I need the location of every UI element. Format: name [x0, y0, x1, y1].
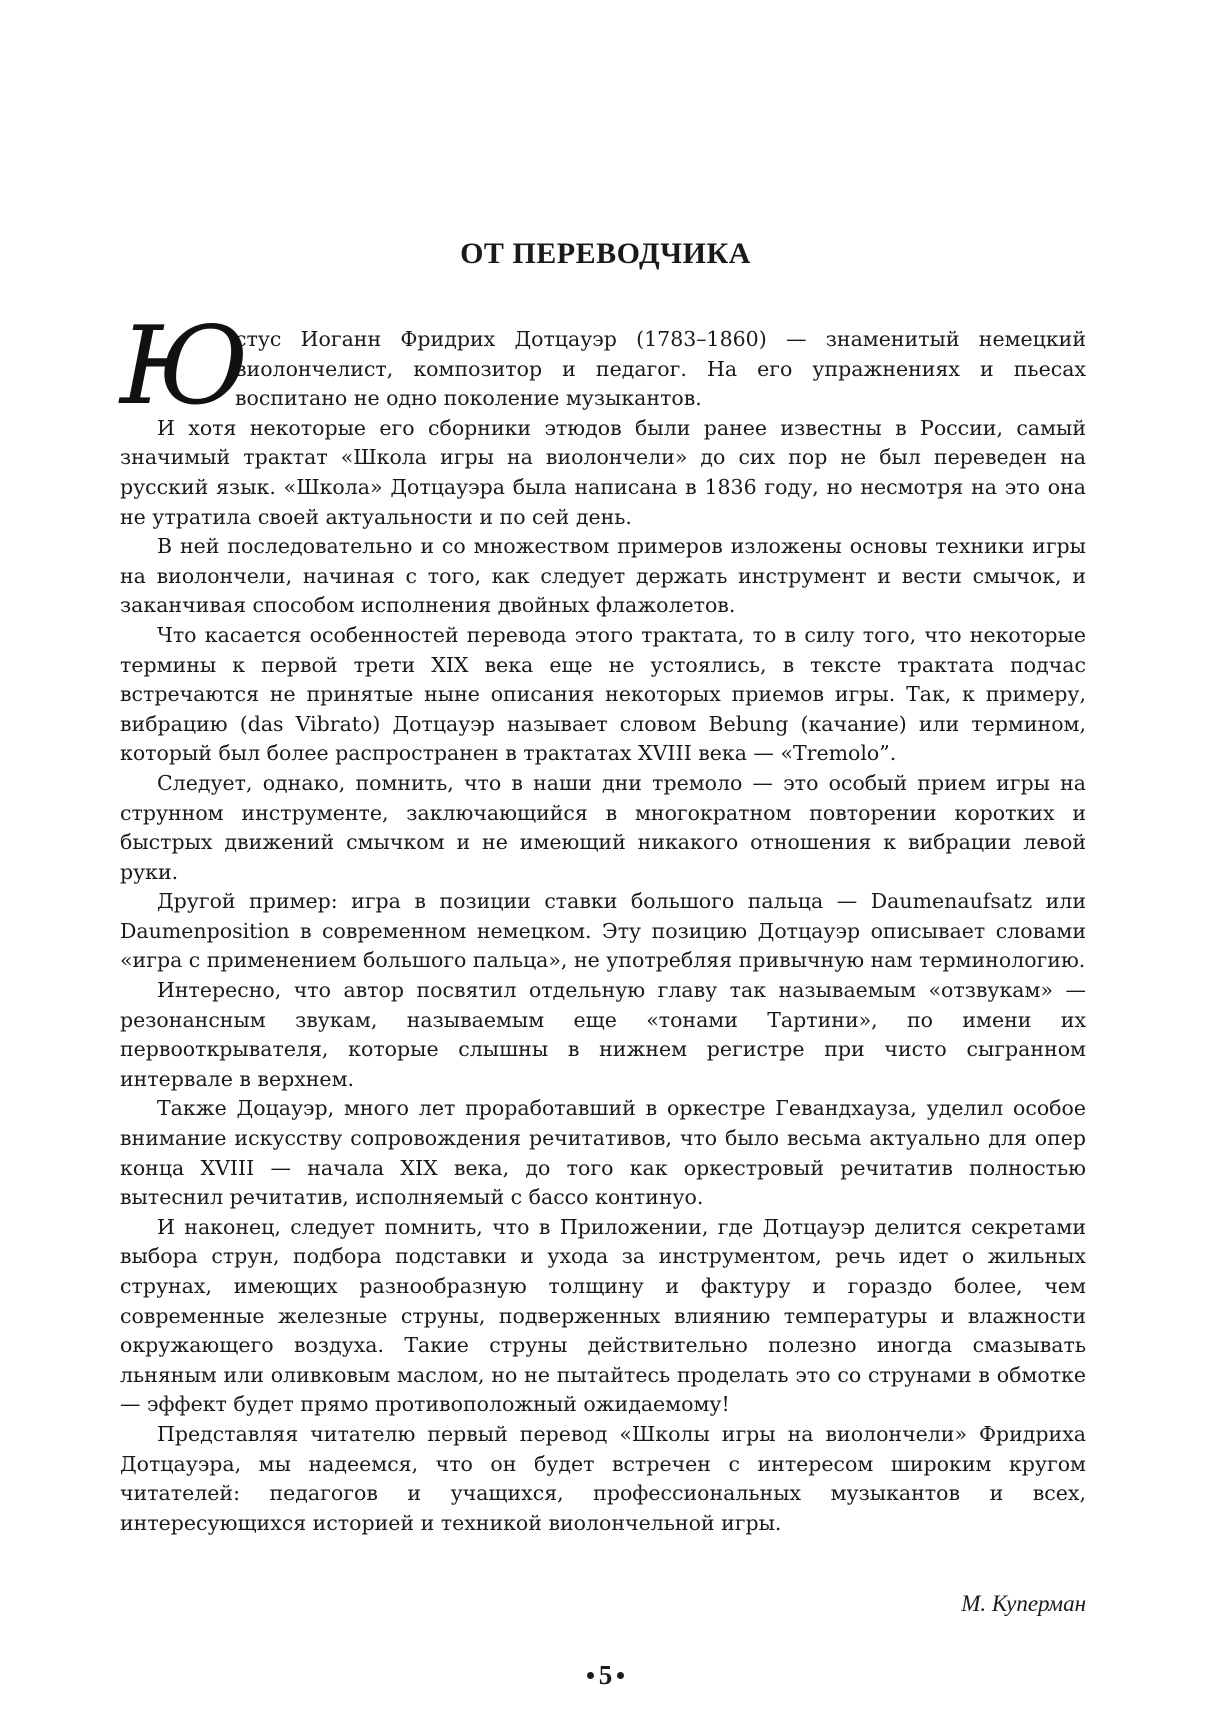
paragraph: И наконец, следует помнить, что в Приложении, где Дотцауэр делится секретами выбора струн, подбора подставки и ухода за инструментом, речь идет о жильных струнах, имеющих разнообразную толщину и фактуру и гораздо более, чем современные железные струны, подверженных влиянию температуры и влажности окружающего воздуха. Такие струны действительно полезно иногда смазывать льняным или оливковым маслом, но не пытайтесь проделать это со струнами в обмотке — эффект будет прямо противоположный ожидаемому!	[120, 1214, 1086, 1417]
intro-line: виолончелист, композитор и педагог. На его упражнениях и пьесах	[235, 356, 1086, 381]
paragraph: Представляя читателю первый перевод «Школы игры на виолончели» Фридриха Дотцауэра, мы надеемся, что он будет встречен с интересом широким кругом читателей: педагогов и учащихся, профессиональных музыкантов и всех, интересующихся историей и техникой виолончельной игры.	[120, 1421, 1086, 1535]
drop-cap: Ю	[120, 304, 243, 429]
page-number: 5	[598, 1660, 613, 1690]
page-title: ОТ ПЕРЕВОДЧИКА	[460, 237, 751, 270]
intro-line: стус Иоганн Фридрих Дотцауэр (1783–1860) — знаменитый немецкий	[235, 327, 1086, 351]
bullet-icon	[587, 1672, 594, 1679]
page-number-block	[0, 1660, 1211, 1691]
intro-line: воспитано не одно поколение музыкантов.	[235, 386, 702, 411]
paragraph: Следует, однако, помнить, что в наши дни тремоло — это особый прием игры на струнном инструменте, заключающийся в многократном повторении коротких и быстрых движений смычком и не имеющий никакого отношения к вибрации левой руки.	[120, 770, 1086, 884]
paragraph: Также Доцауэр, много лет проработавший в оркестре Гевандхауза, уделил особое внимание искусству сопровождения речитативов, что было весьма актуально для опер конца XVIII — начала XIX века, до того как оркестровый речитатив полностью вытеснил речитатив, исполняемый с бассо континуо.	[120, 1096, 1086, 1210]
paragraph: Другой пример: игра в позиции ставки большого пальца — Daumenaufsatz или Daumenposition в современном немецком. Эту позицию Дотцауэр описывает словами «игра с применением большого пальца», не употребляя привычную нам терминологию.	[120, 889, 1086, 973]
paragraph: И хотя некоторые его сборники этюдов были ранее известны в России, самый значимый трактат «Школа игры на виолончели» до сих пор не был переведен на русский язык. «Школа» Дотцауэра была написана в 1836 году, но несмотря на это она не утратила своей актуальности и по сей день.	[120, 415, 1086, 529]
paragraph: Интересно, что автор посвятил отдельную главу так называемым «отзвукам» — резонансным звукам, называемым еще «тонами Тартини», по имени их первооткрывателя, которые слышны в нижнем регистре при чисто сыгранном интервале в верхнем.	[120, 978, 1086, 1091]
intro-block	[120, 304, 1086, 429]
paragraph: Что касается особенностей перевода этого трактата, то в силу того, что некоторые термины к первой трети XIX века еще не устоялись, в тексте трактата подчас встречаются не принятые ныне описания некоторых приемов игры. Так, к примеру, вибрацию (das Vibrato) Дотцауэр называет словом Bebung (качание) или термином, который был более распространен в трактатах XVIII века — «Tremolo”.	[120, 622, 1086, 766]
signature: М. Куперман	[961, 1591, 1086, 1616]
body-text	[120, 304, 1086, 1538]
bullet-icon	[617, 1672, 624, 1679]
paragraph: В ней последовательно и со множеством примеров изложены основы техники игры на виолончели, начиная с того, как следует держать инструмент и вести смычок, и заканчивая способом исполнения двойных флажолетов.	[120, 534, 1086, 618]
